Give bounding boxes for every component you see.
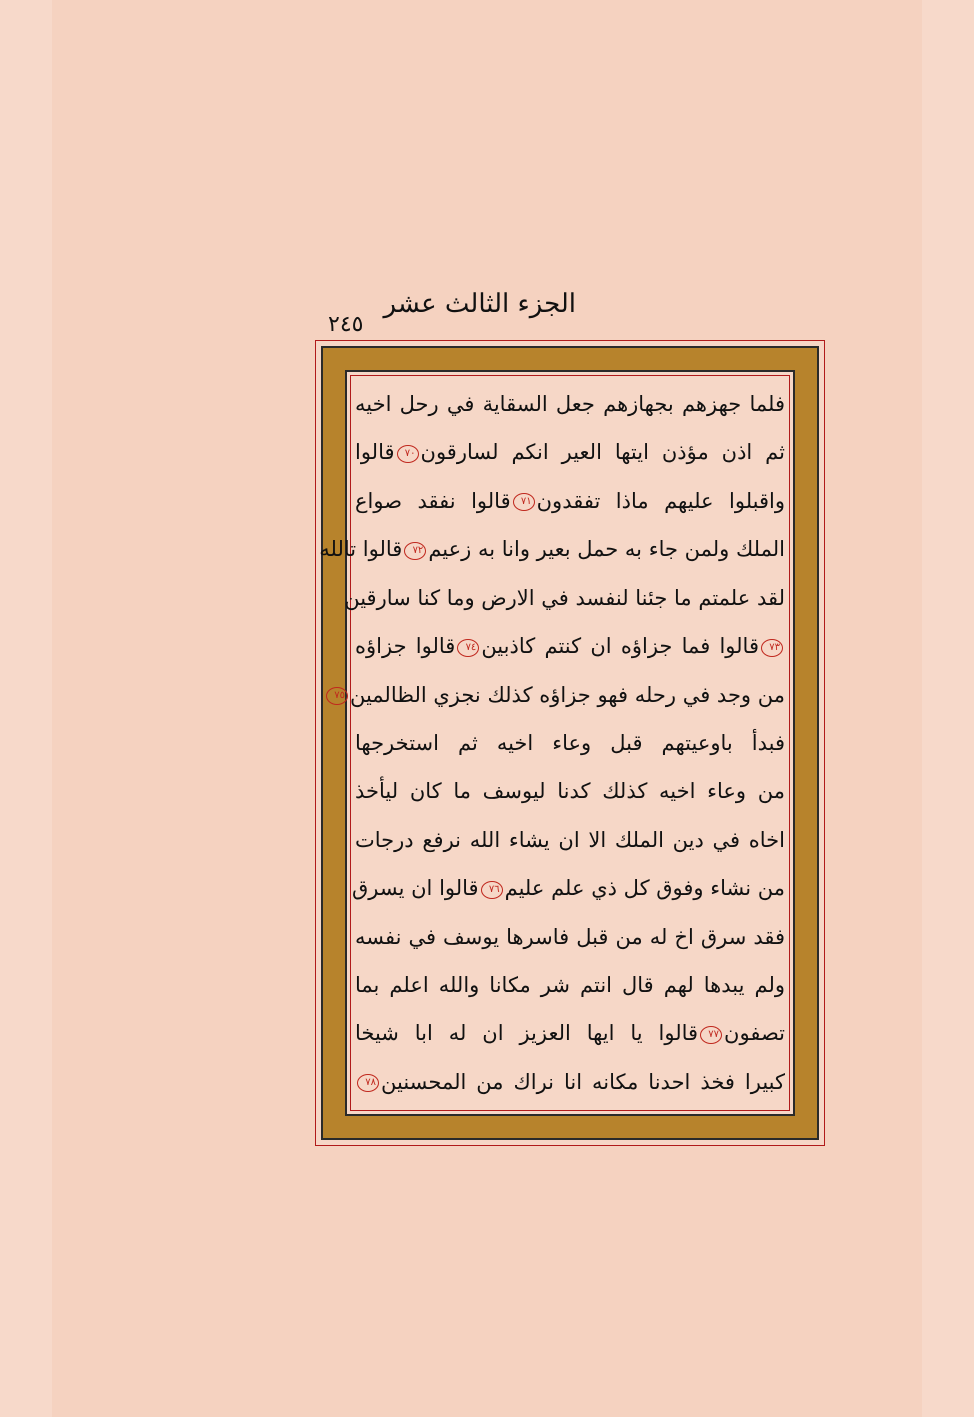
text-line	[355, 382, 785, 426]
text-line	[355, 624, 785, 668]
text-line	[319, 527, 785, 571]
line-text: قالوا جزاؤه	[355, 634, 456, 659]
text-line	[334, 673, 785, 717]
line-text: لقد علمتم ما جئنا لنفسد في الارض وما كنا سارقين	[344, 585, 785, 610]
line-text: قالوا نفقد صواع	[355, 488, 511, 513]
verse-text-block	[319, 382, 786, 1104]
line-text: فلما جهزهم بجهازهم جعل السقاية في رحل اخيه	[355, 392, 785, 416]
verse-number-marker: ٧٧	[700, 1026, 722, 1044]
verse-number-marker: ٧١	[513, 493, 535, 511]
verse-number-marker: ٧٥	[326, 687, 348, 705]
line-text: فقد سرق اخ له من قبل فاسرها يوسف في نفسه	[355, 924, 785, 949]
verse-number-marker: ٧٤	[457, 639, 479, 657]
text-line	[352, 866, 785, 910]
verse-number-marker: ٧٦	[481, 881, 503, 899]
text-line	[355, 1011, 785, 1055]
line-text: قالوا تالله	[319, 537, 403, 562]
page-edge-right	[922, 0, 974, 1417]
text-line	[355, 769, 785, 813]
line-text: الملك ولمن جاء به حمل بعير وانا به زعيم	[428, 537, 785, 562]
line-text: من وعاء اخيه كذلك كدنا ليوسف ما كان ليأخذ	[355, 779, 785, 804]
page-number: ٢٤٥	[328, 312, 364, 337]
page-edge-left	[0, 0, 52, 1417]
line-text: قالوا يا ايها العزيز ان له ابا شيخا	[355, 1021, 699, 1046]
juz-title: الجزء الثالث عشر	[383, 289, 576, 319]
line-text: اخاه في دين الملك الا ان يشاء الله نرفع درجات	[355, 827, 785, 852]
line-text: قالوا فما جزاؤه ان كنتم كاذبين	[481, 634, 759, 659]
text-line	[355, 479, 785, 523]
text-line	[355, 818, 785, 862]
text-line	[355, 915, 785, 959]
text-line	[355, 721, 785, 765]
line-text: من نشاء وفوق كل ذي علم عليم	[504, 876, 785, 901]
line-text: من وجد في رحله فهو جزاؤه كذلك نجزي الظالمين	[349, 682, 785, 707]
text-line	[355, 430, 785, 474]
line-text: فبدأ باوعيتهم قبل وعاء اخيه ثم استخرجها	[355, 730, 785, 755]
line-text: تصفون	[724, 1021, 785, 1046]
text-line	[344, 576, 785, 620]
line-text: ثم اذن مؤذن ايتها العير انكم لسارقون	[420, 440, 785, 465]
verse-number-marker: ٧٠	[397, 445, 419, 463]
text-line	[355, 963, 785, 1007]
line-text: واقبلوا عليهم ماذا تفقدون	[536, 488, 786, 513]
text-line	[355, 1060, 785, 1104]
line-text: كبيرا فخذ احدنا مكانه انا نراك من المحسنين	[381, 1069, 785, 1094]
verse-number-marker: ٧٨	[357, 1074, 379, 1092]
line-text: قالوا ان يسرق	[352, 876, 479, 901]
verse-number-marker: ٧٣	[761, 639, 783, 657]
line-text: ولم يبدها لهم قال انتم شر مكانا والله اعلم بما	[355, 973, 785, 998]
line-text: قالوا	[355, 440, 395, 465]
verse-number-marker: ٧٢	[404, 542, 426, 560]
